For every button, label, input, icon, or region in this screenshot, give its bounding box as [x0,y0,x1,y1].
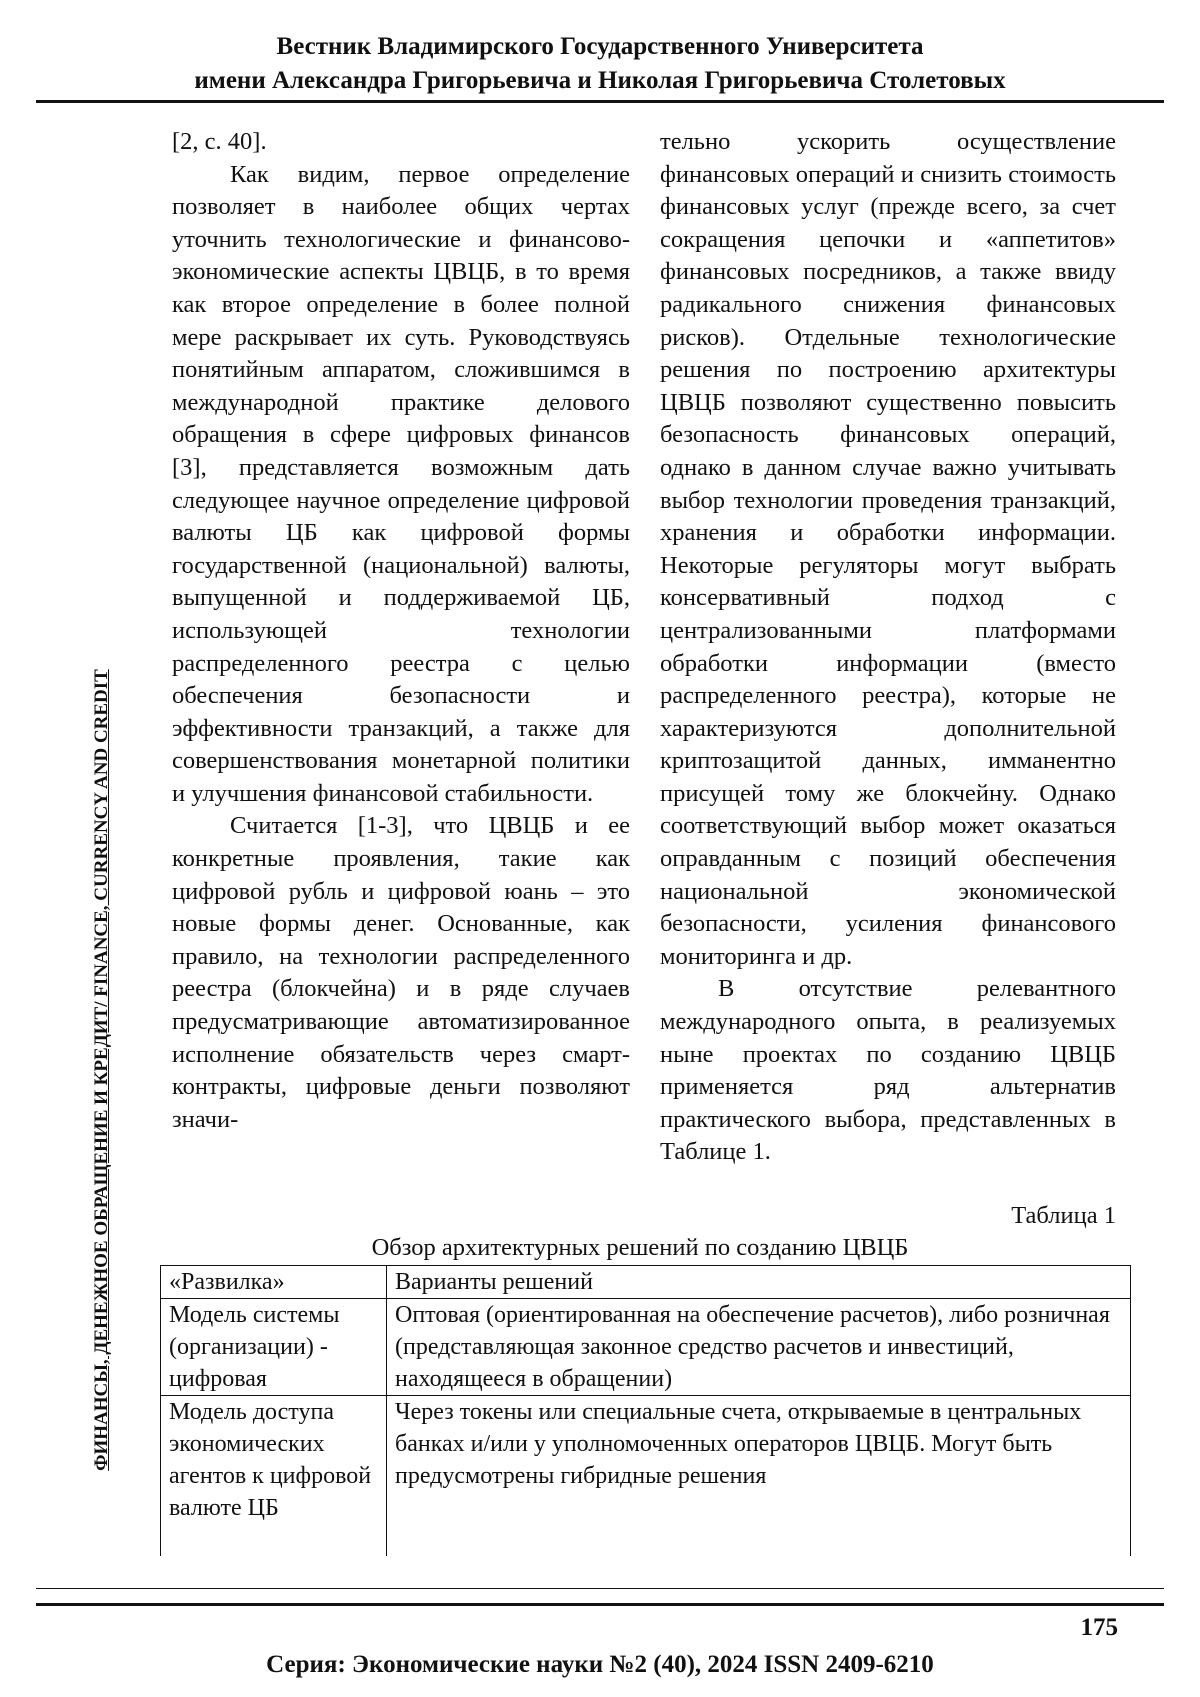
header-rule [36,100,1164,103]
left-paragraph-3: Считается [1-3], что ЦВЦБ и ее конкретные проявления, такие как цифровой рубль и цифровой юань – это новые формы денег. Основанные, как правило, на технологии распределенного реестра (блокчейна) и в ряде случаев предусматривающие автоматизированное исполнение обязательств через смарт-контракты, цифровые деньги позволяют значи- [172,812,630,1133]
journal-title-line-2: имени Александра Григорьевича и Николая Григорьевича Столетовых [194,67,1006,94]
left-column [172,126,630,1136]
page-number: 175 [1080,1614,1118,1641]
table-header-row [161,1266,1131,1299]
series-footer: Серия: Экономические науки №2 (40), 2024 ISSN 2409-6210 [266,1651,934,1678]
right-paragraph-1: тельно ускорить осуществление финансовых операций и снизить стоимость финансовых услуг (прежде всего, за счет сокращения цепочки и «аппетитов» финансовых посредников, а также ввиду радикального снижения финансовых рисков). Отдельные технологические решения по построению архитектуры ЦВЦБ позволяют существенно повысить безопасность финансовых операций, однако в данном случае важно учитывать выбор технологии проведения транзакций, хранения и обработки информации. Некоторые регуляторы могут выбрать консервативный подход с централизованными платформами обработки информации (вместо распределенного реестра), которые не характеризуются дополнительной криптозащитой данных, имманентно присущей тому же блокчейну. Однако соответствующий выбор может оказаться оправданным с позиций обеспечения национальной экономической безопасности, усиления финансового мониторинга и др. [660,128,1116,970]
section-side-label: ФИНАНСЫ, ДЕНЕЖНОЕ ОБРАЩЕНИЕ И КРЕДИТ/ FINANCE, CURRENCY AND CREDIT [91,669,112,1471]
table-header-cell: «Развилка» [161,1266,387,1299]
journal-title-line-1: Вестник Владимирского Государственного Университета [276,33,924,60]
footer-rule-thick [36,1603,1164,1606]
table-header-cell: Варианты решений [387,1266,1131,1299]
right-column [660,126,1116,1169]
table-cell: Оптовая (ориентированная на обеспечение расчетов), либо розничная (представляющая законное средство расчетов и инвестиций, находящееся в обращении) [387,1299,1131,1396]
architecture-table [160,1265,1131,1556]
table-cell: Модель доступа экономических агентов к цифровой валюте ЦБ [161,1396,387,1557]
left-paragraph-1: [2, с. 40]. [172,128,267,155]
journal-header [36,30,1164,98]
table-cell: Через токены или специальные счета, открываемые в центральных банках и/или у уполномоченных операторов ЦВЦБ. Могут быть предусмотрены гибридные решения [387,1396,1131,1557]
left-paragraph-2: Как видим, первое определение позволяет в наиболее общих чертах уточнить технологические и финансово-экономические аспекты ЦВЦБ, в то время как второе определение в более полной мере раскрывает их суть. Руководствуясь понятийным аппаратом, сложившимся в международной практике делового обращения в сфере цифровых финансов [3], представляется возможным дать следующее научное определение цифровой валюты ЦБ как цифровой формы государственной (национальной) валюты, выпущенной и поддерживаемой ЦБ, использующей технологии распределенного реестра с целью обеспечения безопасности и эффективности транзакций, а также для совершенствования монетарной политики и улучшения финансовой стабильности. [172,160,630,807]
table-row [161,1299,1131,1396]
footer-rule-thin [36,1588,1164,1589]
table-row [161,1396,1131,1557]
table-title: Обзор архитектурных решений по созданию ЦВЦБ [371,1234,909,1261]
right-paragraph-2: В отсутствие релевантного международного опыта, в реализуемых ныне проектах по созданию ЦВЦБ применяется ряд альтернатив практического выбора, представленных в Таблице 1. [660,975,1116,1166]
table-cell: Модель системы (организации) - цифровая [161,1299,387,1396]
table-number: Таблица 1 [1011,1202,1116,1229]
